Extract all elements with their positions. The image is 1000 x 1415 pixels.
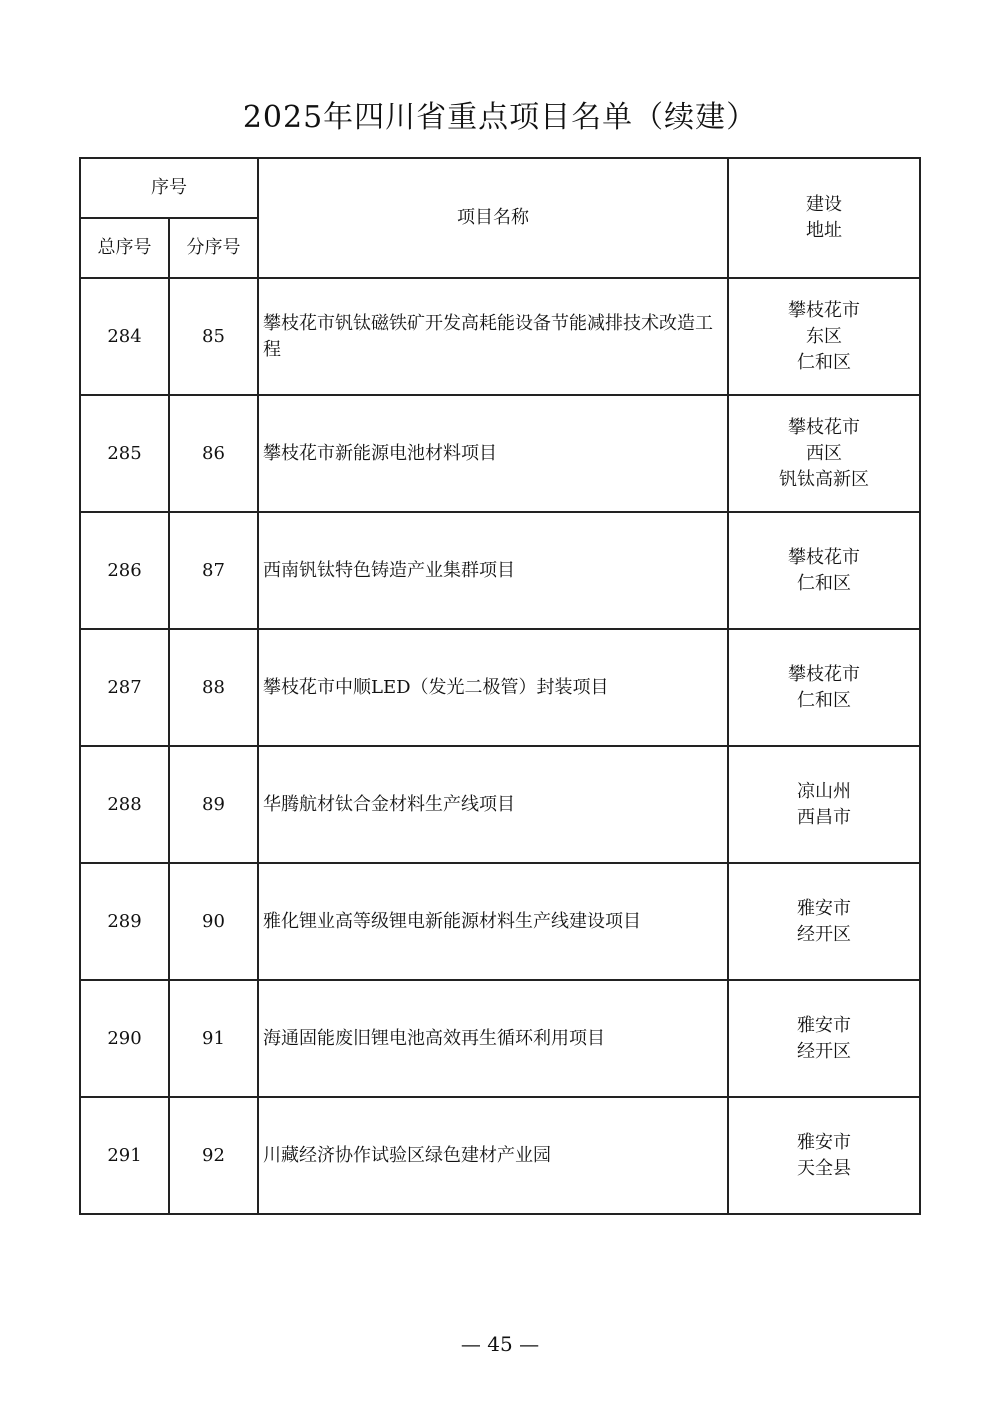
location-header	[728, 158, 920, 278]
sub-serial-cell: 89	[169, 746, 258, 863]
total-serial-cell: 289	[80, 863, 169, 980]
location-cell	[728, 629, 920, 746]
total-serial-cell: 287	[80, 629, 169, 746]
table-row	[80, 980, 920, 1097]
location-header-line2: 地址	[806, 220, 842, 241]
sub-serial-cell: 88	[169, 629, 258, 746]
project-name-cell: 西南钒钛特色铸造产业集群项目	[258, 512, 728, 629]
table-row	[80, 1097, 920, 1214]
total-serial-cell: 290	[80, 980, 169, 1097]
location-cell	[728, 863, 920, 980]
location-line: 攀枝花市	[788, 663, 860, 685]
location-header-line1: 建设	[806, 194, 842, 215]
project-name-cell: 海通固能废旧锂电池高效再生循环利用项目	[258, 980, 728, 1097]
total-serial-cell: 291	[80, 1097, 169, 1214]
project-name-cell: 川藏经济协作试验区绿色建材产业园	[258, 1097, 728, 1214]
sub-serial-header: 分序号	[169, 218, 258, 278]
project-table	[79, 157, 921, 1215]
location-line: 东区	[806, 325, 842, 347]
table-row	[80, 863, 920, 980]
location-line: 仁和区	[797, 689, 851, 711]
location-line: 雅安市	[797, 1014, 851, 1036]
location-line: 攀枝花市	[788, 299, 860, 321]
location-line: 经开区	[797, 923, 851, 945]
location-line: 钒钛高新区	[779, 468, 869, 490]
location-cell	[728, 980, 920, 1097]
total-serial-header: 总序号	[80, 218, 169, 278]
total-serial-cell: 286	[80, 512, 169, 629]
project-name-cell: 攀枝花市中顺LED（发光二极管）封装项目	[258, 629, 728, 746]
page-title: 2025年四川省重点项目名单（续建）	[242, 100, 758, 135]
sub-serial-cell: 87	[169, 512, 258, 629]
project-name-cell: 华腾航材钛合金材料生产线项目	[258, 746, 728, 863]
location-cell	[728, 278, 920, 395]
location-cell	[728, 512, 920, 629]
sub-serial-cell: 91	[169, 980, 258, 1097]
sub-serial-cell: 90	[169, 863, 258, 980]
location-line: 凉山州	[797, 780, 851, 802]
serial-group-header: 序号	[80, 158, 258, 218]
location-line: 西区	[806, 442, 842, 464]
location-line: 天全县	[797, 1157, 851, 1179]
location-line: 攀枝花市	[788, 546, 860, 568]
location-line: 经开区	[797, 1040, 851, 1062]
sub-serial-cell: 92	[169, 1097, 258, 1214]
table-body	[80, 278, 920, 1214]
project-name-cell: 雅化锂业高等级锂电新能源材料生产线建设项目	[258, 863, 728, 980]
project-name-cell: 攀枝花市钒钛磁铁矿开发高耗能设备节能减排技术改造工程	[258, 278, 728, 395]
location-line: 西昌市	[797, 806, 851, 828]
location-cell	[728, 1097, 920, 1214]
location-line: 攀枝花市	[788, 416, 860, 438]
location-line: 雅安市	[797, 1131, 851, 1153]
project-name-cell: 攀枝花市新能源电池材料项目	[258, 395, 728, 512]
table-row	[80, 278, 920, 395]
location-cell	[728, 746, 920, 863]
table-row	[80, 512, 920, 629]
total-serial-cell: 285	[80, 395, 169, 512]
location-cell	[728, 395, 920, 512]
location-line: 仁和区	[797, 572, 851, 594]
table-row	[80, 629, 920, 746]
table-row	[80, 746, 920, 863]
total-serial-cell: 284	[80, 278, 169, 395]
project-name-header: 项目名称	[258, 158, 728, 278]
table-header	[80, 158, 920, 278]
total-serial-cell: 288	[80, 746, 169, 863]
sub-serial-cell: 86	[169, 395, 258, 512]
table-row	[80, 395, 920, 512]
location-line: 仁和区	[797, 351, 851, 373]
location-line: 雅安市	[797, 897, 851, 919]
sub-serial-cell: 85	[169, 278, 258, 395]
page-number: — 45 —	[460, 1332, 540, 1356]
